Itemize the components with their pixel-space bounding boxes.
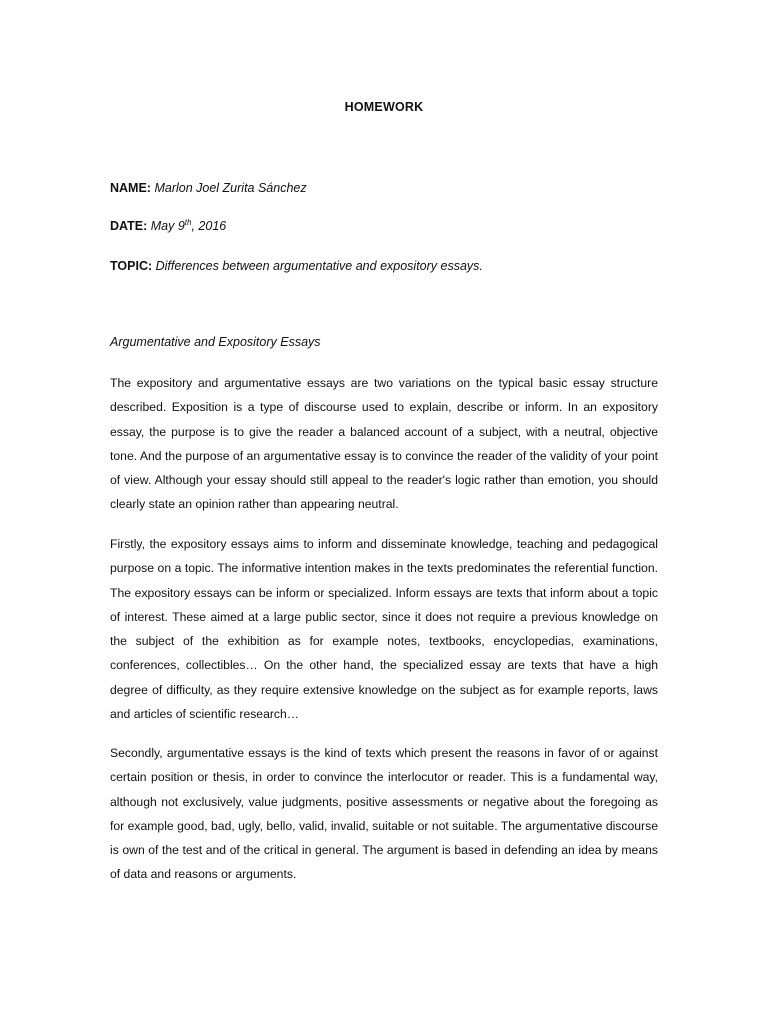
document-title: HOMEWORK	[344, 100, 424, 114]
topic-label: TOPIC:	[110, 259, 153, 273]
topic-line	[110, 258, 658, 274]
paragraph-3	[110, 741, 658, 887]
name-line	[110, 180, 658, 196]
paragraph-1-text: The expository and argumentative essays are two variations on the typical basic essay structure described. Exposition is a type of discourse used to explain, describe or inform. In an expository essay, the purpose is to give the reader a balanced account of a subject, with a neutral, objective tone. And the purpose of an argumentative essay is to convince the reader of the validity of your point of view. Although your essay should still appeal to the reader's logic rather than emotion, you should clearly state an opinion rather than appearing neutral.	[110, 376, 658, 512]
date-value-suffix: , 2016	[191, 219, 227, 233]
name-label: NAME:	[110, 181, 151, 195]
date-value-prefix: May 9	[150, 219, 185, 233]
topic-value: Differences between argumentative and expository essays.	[155, 259, 483, 273]
name-value: Marlon Joel Zurita Sánchez	[154, 181, 307, 195]
date-label: DATE:	[110, 219, 148, 233]
paragraph-1	[110, 371, 658, 517]
paragraph-2	[110, 532, 658, 726]
date-value-sup: th	[184, 217, 192, 227]
paragraph-3-text: Secondly, argumentative essays is the kind of texts which present the reasons in favor of or against certain position or thesis, in order to convince the interlocutor or reader. This is a fundamental way, although not exclusively, value judgments, positive assessments or negative about the foregoing as for example good, bad, ugly, bello, valid, invalid, suitable or not suitable. The argumentative discourse is own of the test and of the critical in general. The argument is based in defending an idea by means of data and reasons or arguments.	[110, 746, 658, 882]
date-value	[151, 219, 226, 233]
section-heading: Argumentative and Expository Essays	[110, 335, 321, 349]
paragraph-2-text: Firstly, the expository essays aims to inform and disseminate knowledge, teaching and pedagogical purpose on a topic. The informative intention makes in the texts predominates the referential function. The expository essays can be inform or specialized. Inform essays are texts that inform about a topic of interest. These aimed at a large public sector, since it does not require a previous knowledge on the subject of the exhibition as for example notes, textbooks, encyclopedias, examinations, conferences, collectibles… On the other hand, the specialized essay are texts that have a high degree of difficulty, as they require extensive knowledge on the subject as for example reports, laws and articles of scientific research…	[110, 537, 658, 722]
date-line	[110, 218, 658, 234]
